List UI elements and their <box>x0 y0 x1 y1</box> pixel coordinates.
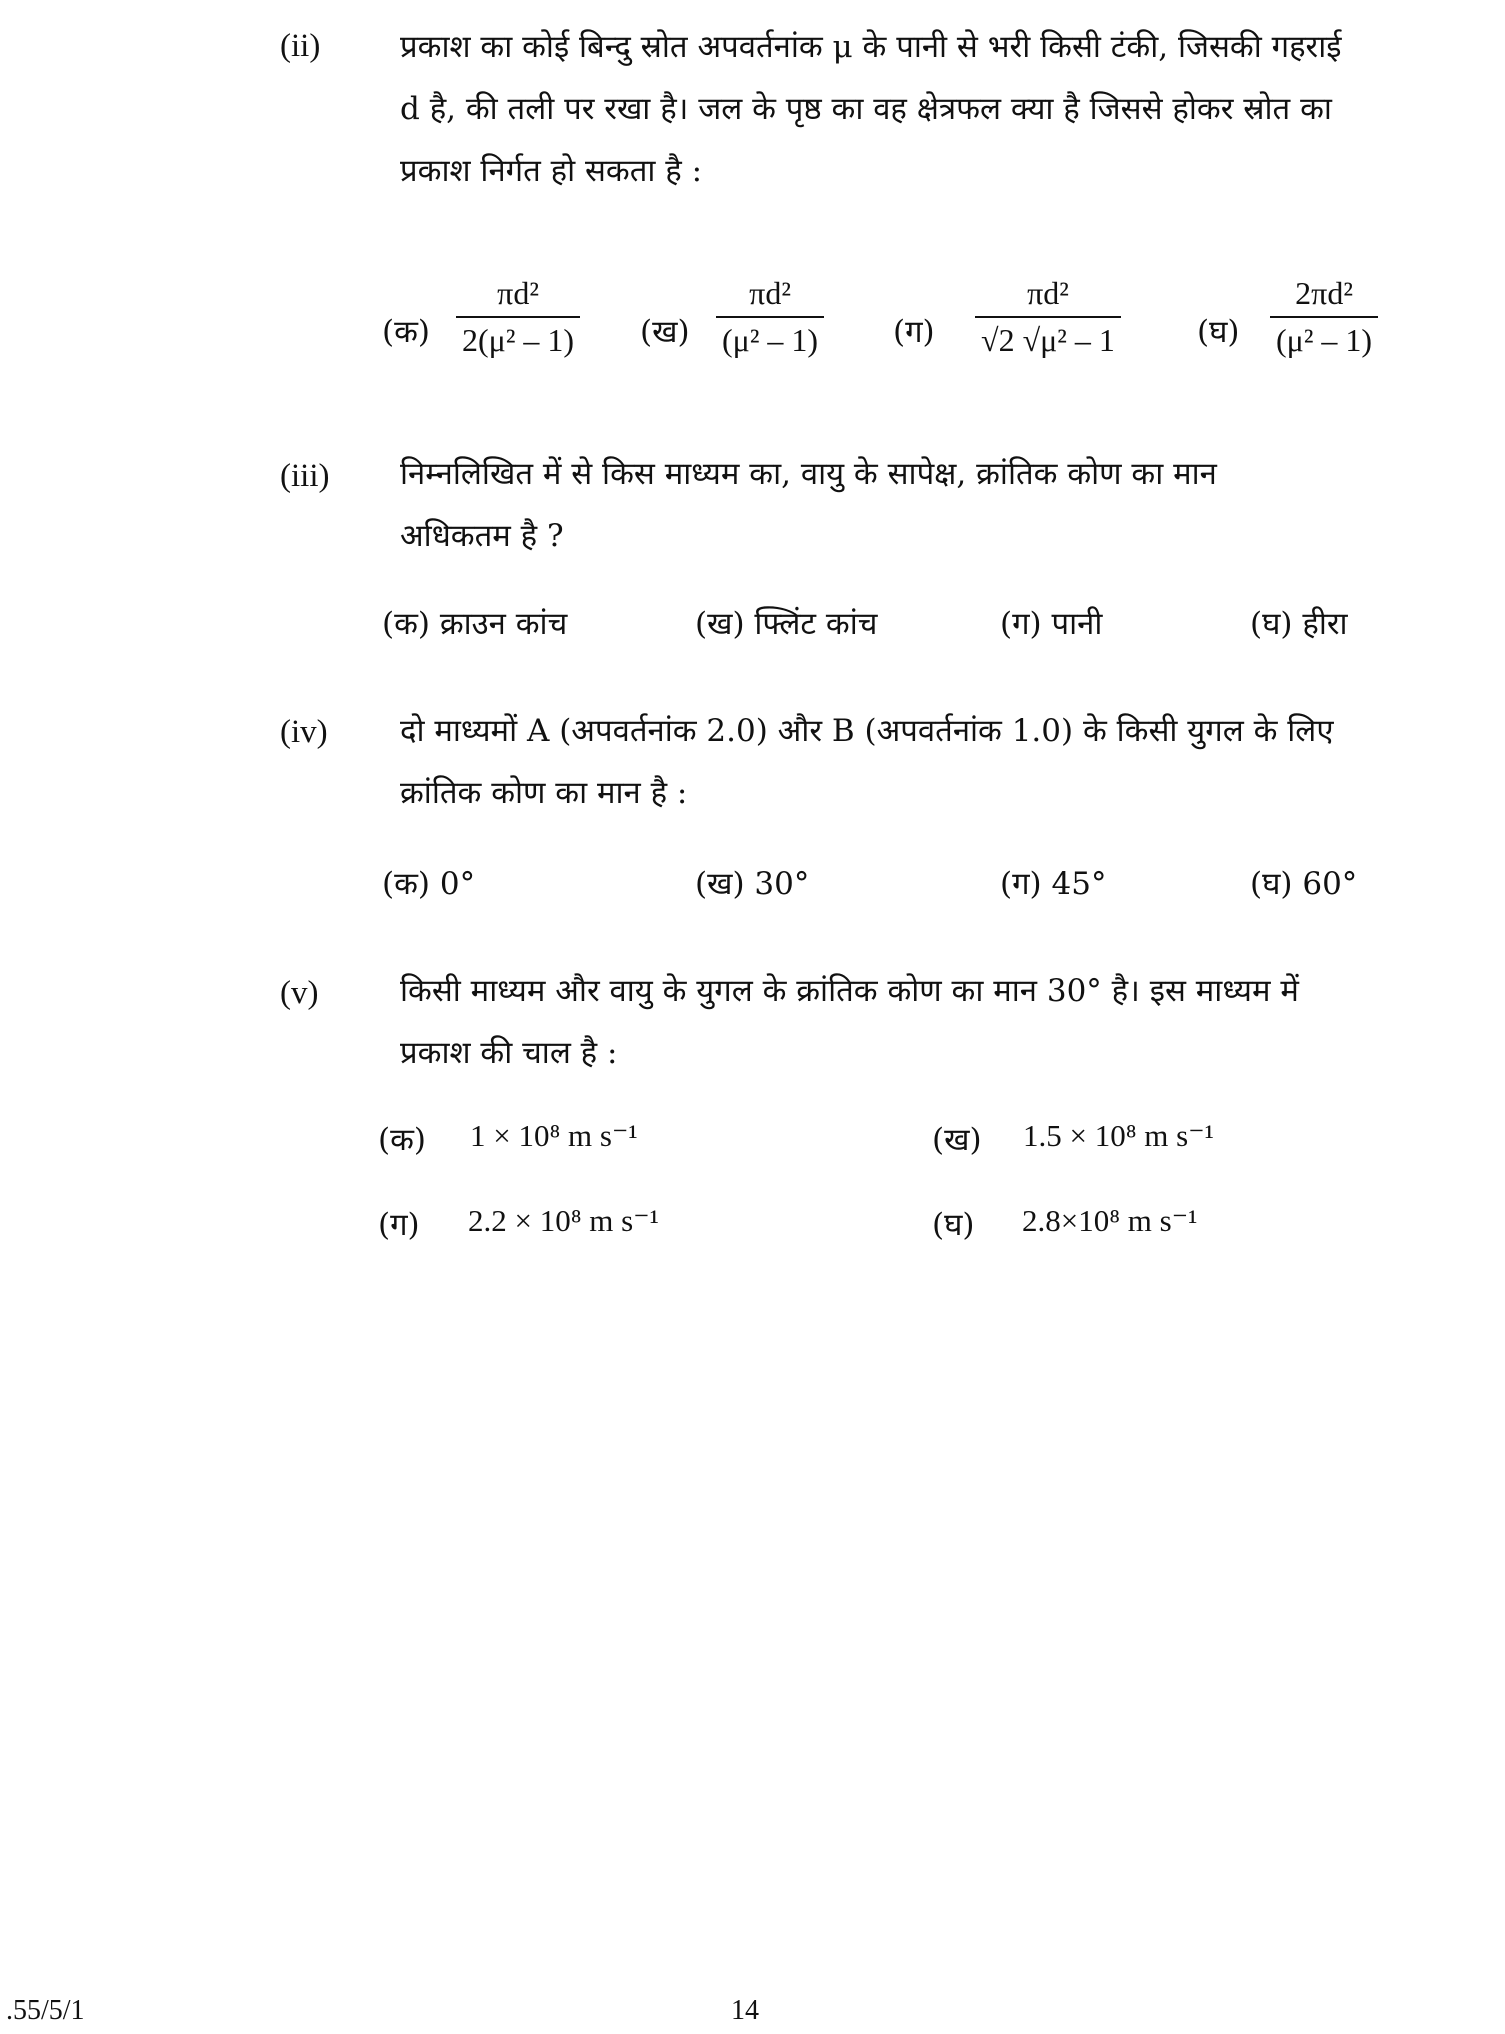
question-number: (v) <box>280 975 319 1011</box>
option-c: (ग) पानी <box>1000 606 1103 642</box>
option-d-fraction <box>1270 275 1378 359</box>
option-c: 2.2 × 10⁸ m s⁻¹ <box>468 1203 659 1238</box>
option-c-label: (ग) <box>378 1207 420 1243</box>
option-a-label: (क) <box>378 1122 426 1158</box>
question-line: d है, की तली पर रखा है। जल के पृष्ठ का वह क्षेत्रफल क्या है जिससे होकर स्रोत का <box>400 91 1332 127</box>
option-c-label: (ग) <box>893 314 935 350</box>
option-d-label: (घ) <box>932 1207 975 1243</box>
fraction-denominator: √2 √μ² – 1 <box>975 316 1121 359</box>
fraction-denominator: (μ² – 1) <box>1270 316 1378 359</box>
option-b: (ख) फ्लिंट कांच <box>695 606 878 642</box>
option-b: 1.5 × 10⁸ m s⁻¹ <box>1023 1118 1214 1153</box>
question-line: दो माध्यमों A (अपवर्तनांक 2.0) और B (अपवर्तनांक 1.0) के किसी युगल के लिए <box>400 713 1334 749</box>
question-line: क्रांतिक कोण का मान है : <box>400 775 688 811</box>
question-number: (iv) <box>280 714 328 750</box>
option-a: 1 × 10⁸ m s⁻¹ <box>470 1118 638 1153</box>
question-text <box>400 16 1480 202</box>
question-line: प्रकाश निर्गत हो सकता है : <box>400 153 703 189</box>
fraction-numerator: 2πd² <box>1295 275 1353 311</box>
option-a-fraction <box>456 275 580 359</box>
option-a: (क) क्राउन कांच <box>382 606 568 642</box>
option-d: (घ) हीरा <box>1250 606 1348 642</box>
option-c: (ग) 45° <box>1000 866 1107 902</box>
paper-code: .55/5/1 <box>6 1995 85 2026</box>
option-b-label: (ख) <box>932 1122 982 1158</box>
fraction-denominator: (μ² – 1) <box>716 316 824 359</box>
question-line: प्रकाश का कोई बिन्दु स्रोत अपवर्तनांक μ के पानी से भरी किसी टंकी, जिसकी गहराई <box>400 29 1342 65</box>
question-number: (ii) <box>280 28 321 64</box>
fraction-denominator: 2(μ² – 1) <box>456 316 580 359</box>
option-d: (घ) 60° <box>1250 866 1358 902</box>
question-text <box>400 960 1480 1084</box>
fraction-numerator: πd² <box>749 275 791 311</box>
question-text <box>400 443 1480 567</box>
option-b-label: (ख) <box>640 314 690 350</box>
page-number: 14 <box>731 1995 759 2026</box>
question-line: प्रकाश की चाल है : <box>400 1035 618 1071</box>
question-text <box>400 700 1480 824</box>
option-d-label: (घ) <box>1197 314 1240 350</box>
option-a-label: (क) <box>382 314 430 350</box>
question-line: किसी माध्यम और वायु के युगल के क्रांतिक कोण का मान 30° है। इस माध्यम में <box>400 973 1299 1009</box>
option-b: (ख) 30° <box>695 866 810 902</box>
question-line: अधिकतम है ? <box>400 518 564 554</box>
fraction-numerator: πd² <box>1027 275 1069 311</box>
question-number: (iii) <box>280 458 330 494</box>
option-d: 2.8×10⁸ m s⁻¹ <box>1022 1203 1198 1238</box>
option-c-fraction <box>975 275 1121 359</box>
option-a: (क) 0° <box>382 866 476 902</box>
fraction-numerator: πd² <box>497 275 539 311</box>
question-line: निम्नलिखित में से किस माध्यम का, वायु के सापेक्ष, क्रांतिक कोण का मान <box>400 456 1217 492</box>
option-b-fraction <box>716 275 824 359</box>
